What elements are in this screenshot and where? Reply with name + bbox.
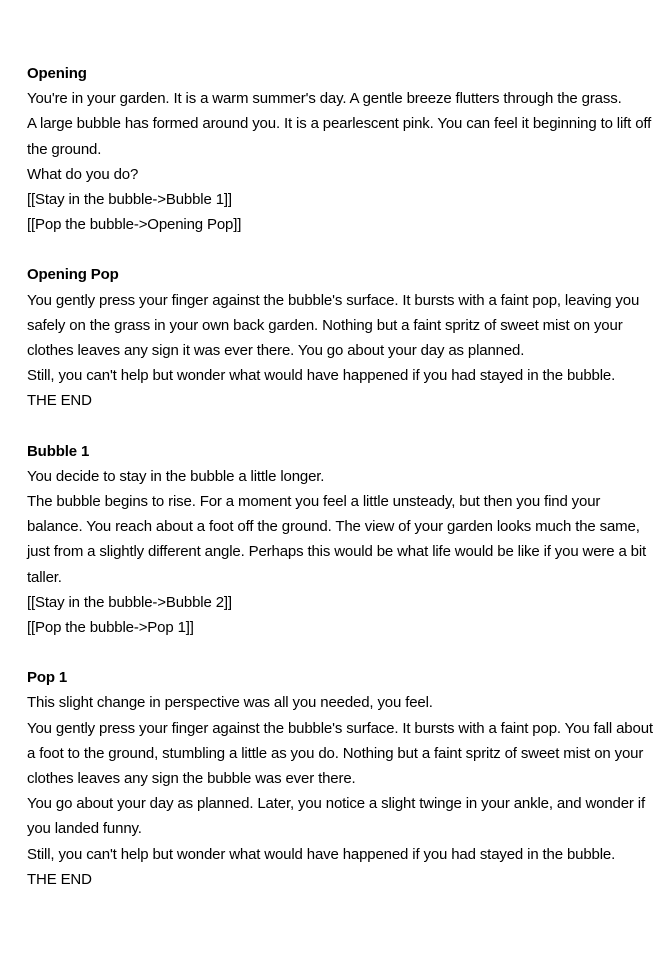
passage-text: The bubble begins to rise. For a moment you feel a little unsteady, but then you find your balance. You reach about a foot off the ground. The view of your garden looks much the same, just from a slightly different angle. Perhaps this would be what life would be like if you were a bit taller. [27, 493, 647, 586]
ending-label: THE END [27, 392, 92, 410]
choice-link-stay: [[Stay in the bubble->Bubble 1]] [27, 191, 232, 209]
passage-pop-1 [27, 665, 657, 892]
passage-opening [27, 61, 657, 237]
passage-prompt: What do you do? [27, 165, 139, 183]
passage-bubble-1 [27, 439, 657, 641]
passage-text: You're in your garden. It is a warm summer's day. A gentle breeze flutters through the grass. [27, 90, 622, 108]
passage-text: You decide to stay in the bubble a little longer. [27, 467, 325, 485]
passage-text: A large bubble has formed around you. It is a pearlescent pink. You can feel it beginning to lift off the ground. [27, 115, 652, 158]
passage-title: Bubble 1 [27, 442, 90, 460]
passage-text: You go about your day as planned. Later, you notice a slight twinge in your ankle, and wonder if you landed funny. [27, 795, 645, 838]
document-body [27, 61, 657, 917]
passage-title: Opening Pop [27, 266, 119, 284]
passage-title: Pop 1 [27, 669, 68, 687]
passage-text: You gently press your finger against the bubble's surface. It bursts with a faint pop, leaving you safely on the grass in your own back garden. Nothing but a faint spritz of sweet mist on your clothes leaves any sign it was ever there. You go about your day as planned. [27, 291, 640, 360]
passage-text: You gently press your finger against the bubble's surface. It bursts with a faint pop. You fall about a foot to the ground, stumbling a little as you do. Nothing but a faint spritz of sweet mist on your clothes leaves any sign the bubble was ever there. [27, 719, 653, 788]
passage-opening-pop [27, 262, 657, 413]
passage-text: Still, you can't help but wonder what would have happened if you had stayed in the bubble. [27, 845, 616, 863]
passage-text: This slight change in perspective was all you needed, you feel. [27, 694, 433, 712]
choice-link-pop: [[Pop the bubble->Opening Pop]] [27, 216, 242, 234]
passage-text: Still, you can't help but wonder what would have happened if you had stayed in the bubble. [27, 367, 616, 385]
choice-link-stay: [[Stay in the bubble->Bubble 2]] [27, 593, 232, 611]
choice-link-pop: [[Pop the bubble->Pop 1]] [27, 619, 194, 637]
ending-label: THE END [27, 870, 92, 888]
passage-title: Opening [27, 65, 87, 82]
